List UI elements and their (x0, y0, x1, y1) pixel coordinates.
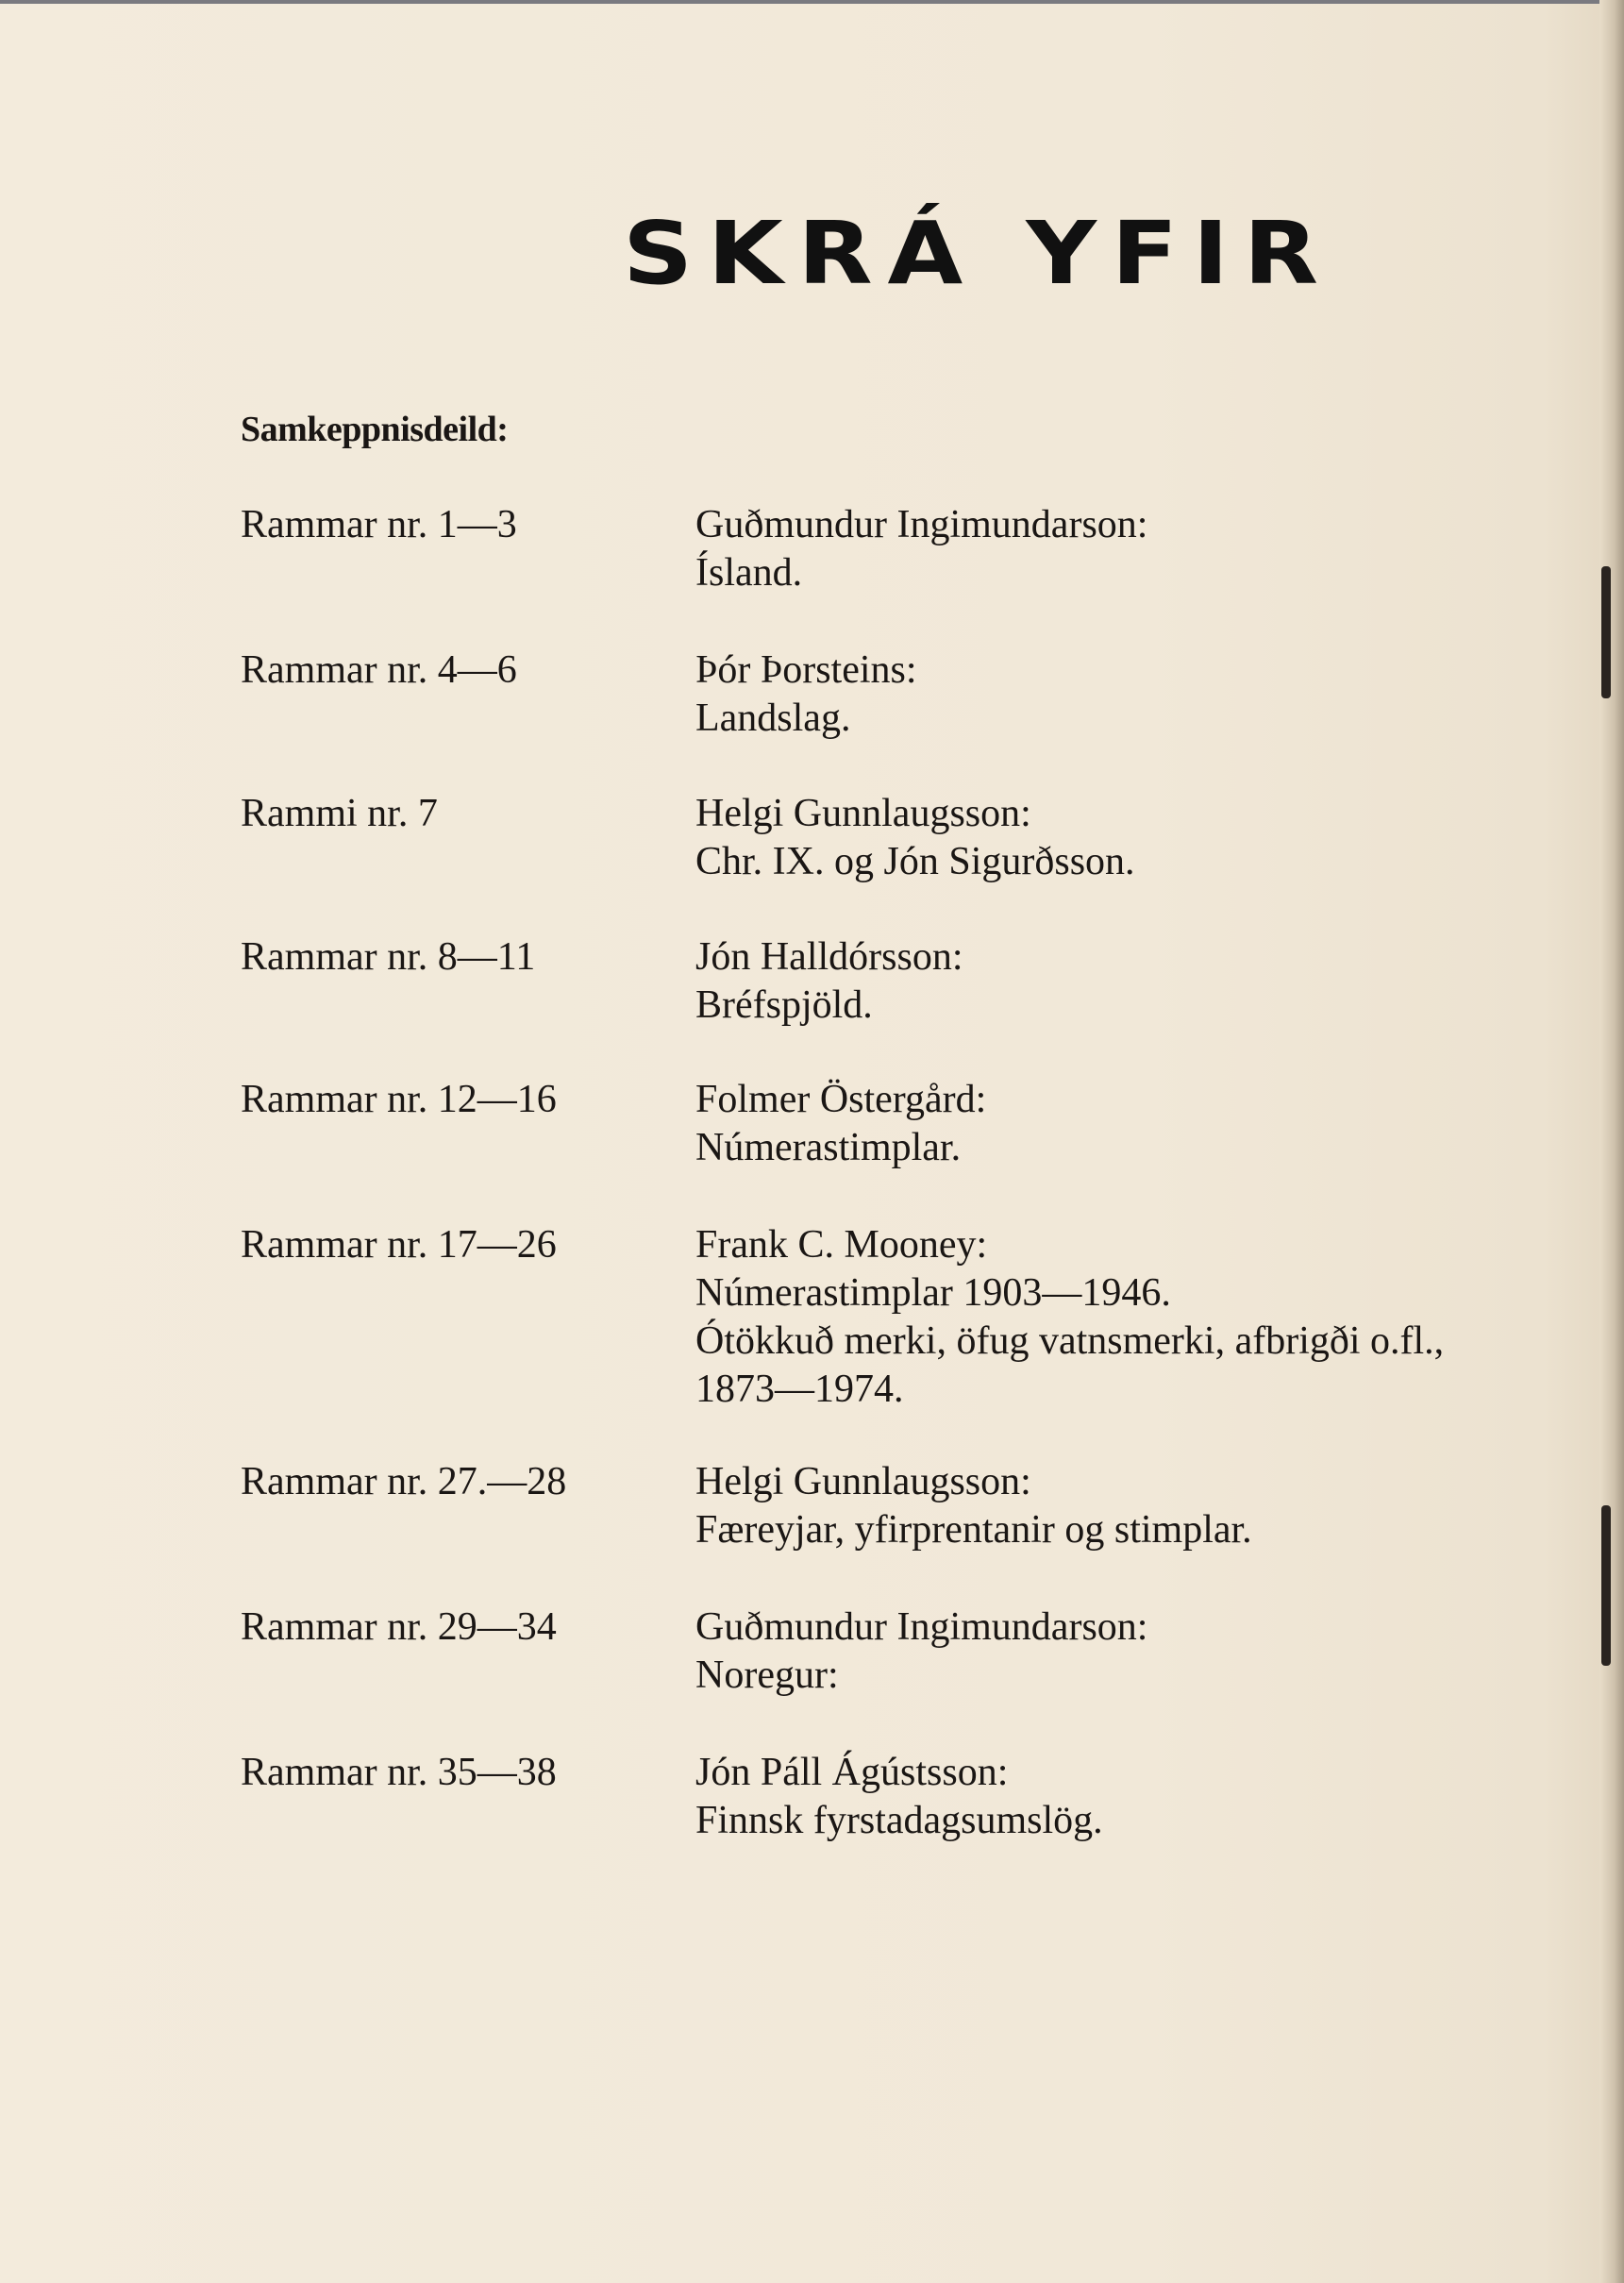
page-binding-edge (1599, 0, 1624, 2283)
entry-line: Guðmundur Ingimundarson: (695, 503, 1148, 546)
page-top-edge (0, 0, 1624, 4)
frame-number: Rammar nr. 27.—28 (241, 1460, 567, 1503)
frame-number: Rammar nr. 35—38 (241, 1751, 557, 1794)
entry-text (695, 933, 963, 1030)
entry-text (695, 501, 1147, 597)
entry-text (695, 1458, 1252, 1554)
entry-line: Númerastimplar. (695, 1126, 962, 1169)
entry-line: Þór Þorsteins: (695, 648, 917, 692)
entry-line: Helgi Gunnlaugsson: (695, 792, 1031, 835)
entry-line: Númerastimplar 1903—1946. (695, 1271, 1171, 1315)
frame-number: Rammar nr. 1—3 (241, 503, 517, 546)
entry-line: Ísland. (695, 551, 803, 595)
frame-number: Rammar nr. 29—34 (241, 1605, 557, 1649)
staple-bottom (1601, 1505, 1611, 1666)
entry-line: Noregur: (695, 1653, 839, 1697)
entry-line: Guðmundur Ingimundarson: (695, 1605, 1148, 1649)
entry-line: Finnsk fyrstadagsumslög. (695, 1799, 1103, 1842)
section-heading: Samkeppnisdeild: (241, 410, 509, 449)
entry-line: Bréfspjöld. (695, 983, 873, 1027)
frame-number: Rammar nr. 8—11 (241, 935, 536, 979)
frame-number: Rammar nr. 12—16 (241, 1078, 557, 1121)
entry-text (695, 790, 1135, 886)
entry-text (695, 1749, 1103, 1845)
entry-line: Jón Páll Ágústsson: (695, 1751, 1009, 1794)
staple-top (1601, 566, 1611, 698)
entry-line: Jón Halldórsson: (695, 935, 963, 979)
entry-line: Færeyjar, yfirprentanir og stimplar. (695, 1508, 1252, 1552)
entry-line: Ótökkuð merki, öfug vatnsmerki, afbrigði o.fl., (695, 1319, 1445, 1363)
entry-line: Chr. IX. og Jón Sigurðsson. (695, 840, 1135, 883)
entry-text (695, 1603, 1147, 1700)
frame-number: Rammar nr. 17—26 (241, 1223, 557, 1267)
entry-line: Folmer Östergård: (695, 1078, 987, 1121)
frame-number: Rammi nr. 7 (241, 792, 438, 835)
entry-text (695, 1076, 986, 1172)
page-title: SKRÁ YFIR (623, 203, 1333, 304)
entry-text (695, 646, 917, 743)
entry-line: Helgi Gunnlaugsson: (695, 1460, 1031, 1503)
entry-line: Frank C. Mooney: (695, 1223, 988, 1267)
entry-line: 1873—1974. (695, 1368, 904, 1411)
entry-line: Landslag. (695, 697, 851, 740)
frame-number: Rammar nr. 4—6 (241, 648, 517, 692)
entry-text (695, 1221, 1444, 1414)
